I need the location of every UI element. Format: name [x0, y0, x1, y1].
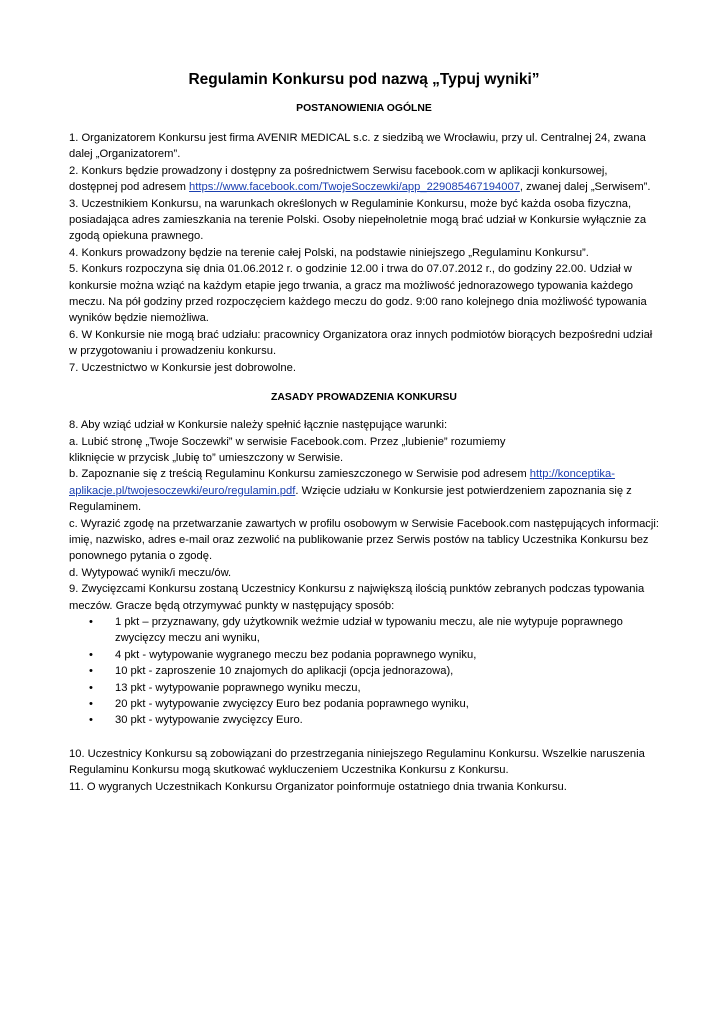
bullet-icon: •: [89, 681, 93, 694]
paragraph-8b: [69, 466, 659, 515]
list-item-text: 30 pkt - wytypowanie zwycięzcy Euro.: [115, 714, 303, 727]
facebook-app-link[interactable]: https://www.facebook.com/TwojeSoczewki/app_229085467194007: [189, 181, 520, 194]
list-item: [69, 647, 659, 663]
section-heading-rules: ZASADY PROWADZENIA KONKURSU: [271, 392, 457, 404]
paragraph-8b-text: b. Zapoznanie się z treścią Regulaminu Konkursu zamieszczonego w Serwisie pod adresem: [69, 468, 530, 481]
paragraph-8a-line-1: a. Lubić stronę „Twoje Soczewki” w serwisie Facebook.com. Przez „lubienie” rozumiemy: [69, 435, 506, 448]
list-item-text: 13 pkt - wytypowanie poprawnego wyniku meczu,: [115, 681, 361, 694]
list-item: [69, 614, 659, 647]
paragraph-8c: c. Wyrazić zgodę na przetwarzanie zawartych w profilu osobowym w Serwisie Facebook.com następujących informacji: imię, nazwisko, adres e-mail oraz zezwolić na publikowanie przez Serwis postów na tablicy Uczestnika Konkursu bez ponownego pytania o zgodę.: [69, 517, 659, 563]
bullet-icon: •: [89, 648, 93, 661]
paragraph-8a-line-2: kliknięcie w przycisk „lubię to” umieszczony w Serwisie.: [69, 451, 344, 464]
document-page: [69, 60, 659, 795]
paragraph-8b-tail: . Wzięcie udziału w Konkursie jest potwierdzeniem zapoznania się z Regulaminem.: [69, 484, 632, 514]
paragraph-1: 1. Organizatorem Konkursu jest firma AVENIR MEDICAL s.c. z siedzibą we Wrocławiu, przy ul. Centralnej 24, zwana dalej „Organizatorem”.: [69, 132, 646, 161]
list-item-text: 20 pkt - wytypowanie zwycięzcy Euro bez podania poprawnego wyniku,: [115, 698, 469, 710]
paragraph-6: 6. W Konkursie nie mogą brać udziału: pracownicy Organizatora oraz innych podmiotów biorących bezpośredni udział w przygotowaniu i prowadzeniu konkursu.: [69, 328, 653, 358]
paragraph-8d: d. Wytypować wynik/i meczu/ów.: [69, 566, 232, 579]
paragraph-2: [69, 163, 659, 196]
list-item: [69, 712, 659, 728]
list-item: [69, 696, 659, 712]
paragraph-2-tail: , zwanej dalej „Serwisem”.: [519, 181, 651, 194]
section-rules-body: [69, 417, 659, 795]
paragraph-9: 9. Zwycięzcami Konkursu zostaną Uczestnicy Konkursu z największą ilością punktów zebranych podczas typowania meczów. Gracze będą otrzymywać punkty w następujący sposób:: [69, 583, 645, 612]
section-heading-general: POSTANOWIENIA OGÓLNE: [296, 103, 432, 114]
list-item-text: 4 pkt - wytypowanie wygranego meczu bez podania poprawnego wyniku,: [115, 648, 477, 661]
list-item-text: 1 pkt – przyznawany, gdy użytkownik weźmie udział w typowaniu meczu, ale nie wytypuje poprawnego zwycięzcy meczu ani wyniku,: [115, 615, 623, 645]
paragraph-2-text: 2. Konkurs będzie prowadzony i dostępny za pośrednictwem Serwisu facebook.com w aplikacji konkursowej, dostępnej pod adresem: [69, 164, 608, 194]
paragraph-5: 5. Konkurs rozpoczyna się dnia 01.06.2012 r. o godzinie 12.00 i trwa do 07.07.2012 r., do godziny 22.00. Udział w konkursie można wziąć na każdym etapie jego trwania, a gracz ma możliwość jednorazowego typowania każdego meczu. Na pół godziny przed rozpoczęciem każdego meczu do godz. 9:00 rano kolejnego dnia możliwość typowania wyników będzie niemożliwa.: [69, 263, 647, 325]
list-item: [69, 680, 659, 696]
list-item: [69, 663, 659, 679]
bullet-icon: •: [89, 615, 93, 628]
points-list: [69, 614, 659, 729]
list-item-text: 10 pkt - zaproszenie 10 znajomych do aplikacji (opcja jednorazowa),: [115, 665, 454, 678]
paragraph-3: 3. Uczestnikiem Konkursu, na warunkach określonych w Regulaminie Konkursu, może być każda osoba fizyczna, posiadająca adres zamieszkania na terenie Polski. Osoby niepełnoletnie mogą brać udział w Konkursie wyłącznie za zgodą opiekuna prawnego.: [69, 197, 647, 243]
bullet-icon: •: [89, 665, 93, 678]
paragraph-4: 4. Konkurs prowadzony będzie na terenie całej Polski, na podstawie niniejszego „Regulaminu Konkursu”.: [69, 246, 589, 259]
bullet-icon: •: [89, 698, 93, 710]
spacer: [69, 729, 659, 746]
document-title: Regulamin Konkursu pod nazwą „Typuj wyniki”: [188, 71, 540, 88]
regulamin-pdf-link[interactable]: http://konceptika-aplikacje.pl/twojesoczewki/euro/regulamin.pdf: [69, 468, 615, 497]
paragraph-7: 7. Uczestnictwo w Konkursie jest dobrowolne.: [69, 361, 296, 374]
section-general-body: [69, 130, 659, 376]
bullet-icon: •: [89, 714, 93, 727]
paragraph-11: 11. O wygranych Uczestnikach Konkursu Organizator poinformuje ostatniego dnia trwania Konkursu.: [69, 780, 567, 793]
paragraph-8: 8. Aby wziąć udział w Konkursie należy spełnić łącznie następujące warunki:: [69, 419, 448, 432]
paragraph-10: 10. Uczestnicy Konkursu są zobowiązani do przestrzegania niniejszego Regulaminu Konkursu. Wszelkie naruszenia Regulaminu Konkursu mogą skutkować wykluczeniem Uczestnika Konkursu z Konkursu.: [69, 747, 645, 777]
